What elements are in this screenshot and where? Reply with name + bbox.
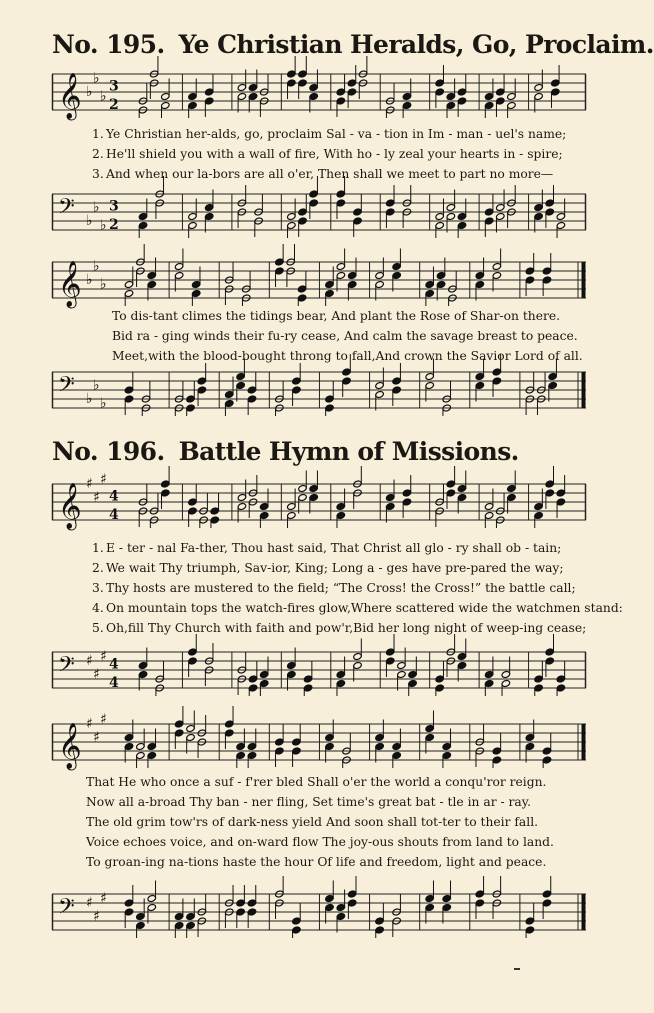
verse-line: The old grim tow'rs of dark-ness yield And soon shall tot-ter to their fall.: [86, 815, 539, 829]
hymn-196-verses-2: [86, 772, 554, 872]
flat-sign-icon: ♭: [93, 258, 100, 275]
flat-sign-icon: ♭: [100, 217, 107, 234]
treble-clef-icon: 𝄞: [58, 261, 82, 308]
verse-line: Bid ra - ging winds their fu-ry cease, And calm the savage breast to peace.: [112, 329, 578, 343]
hymn-195-treble-staff-2: [52, 258, 586, 308]
flat-sign-icon: ♭: [100, 395, 107, 412]
sharp-sign-icon: ♯: [86, 476, 93, 492]
sharp-sign-icon: ♯: [86, 653, 93, 669]
flat-sign-icon: ♭: [86, 84, 93, 100]
hymn-195-number: No. 195.: [52, 30, 165, 59]
hymn-195-name: Ye Christian Heralds, Go, Proclaim.: [178, 30, 654, 59]
page-mark: [514, 968, 520, 970]
time-signature-bottom: 2: [109, 217, 119, 234]
treble-clef-icon: 𝄞: [58, 723, 82, 770]
treble-clef-icon: 𝄞: [58, 73, 82, 120]
treble-clef-icon: 𝄞: [58, 483, 82, 530]
hymn-195-bass-staff-2: [52, 368, 586, 412]
bass-clef-icon: 𝄢: [58, 372, 75, 403]
sharp-sign-icon: ♯: [93, 729, 100, 746]
hymn-196-treble-staff-1: [52, 471, 586, 530]
hymn-195-verses-2: [112, 306, 583, 366]
sharp-sign-icon: ♯: [86, 895, 93, 911]
hymn-195-verses-1: [92, 124, 566, 184]
flat-sign-icon: ♭: [93, 377, 100, 394]
verse-line: To groan-ing na-tions haste the hour Of life and freedom, light and peace.: [86, 855, 547, 869]
time-signature-bottom: 4: [109, 507, 119, 524]
sharp-sign-icon: ♯: [100, 648, 107, 665]
verse-line: 1. Ye Christian her-alds, go, proclaim Sal - va - tion in Im - man - uel's name;: [92, 127, 567, 141]
verse-line: Now all a-broad Thy ban - ner fling, Set time's great bat - tle in ar - ray.: [86, 795, 531, 809]
hymn-195-treble-staff-1: [52, 70, 586, 120]
verse-line: To dis-tant climes the tidings bear, And plant the Rose of Shar-on there.: [112, 309, 561, 323]
flat-sign-icon: ♭: [86, 272, 93, 288]
verse-line: 1. E - ter - nal Fa-ther, Thou hast said, That Christ all glo - ry shall ob - tain;: [92, 541, 562, 555]
hymn-196-bass-staff-1: [52, 648, 586, 692]
time-signature-bottom: 2: [109, 97, 119, 114]
flat-sign-icon: ♭: [86, 391, 93, 407]
verse-line: Voice echoes voice, and on-ward flow The joy-ous shouts from land to land.: [86, 835, 554, 849]
hymn-196-title: [52, 437, 519, 466]
verse-line: 4. On mountain tops the watch-fires glow,Where scattered wide the watchmen stand:: [92, 601, 623, 615]
time-signature-top: 4: [109, 488, 119, 505]
hymn-195-bass-staff-1: [52, 190, 586, 234]
sharp-sign-icon: ♯: [100, 890, 107, 907]
hymn-196-verses-1: [92, 538, 623, 638]
hymn-195-title: [52, 30, 654, 59]
sharp-sign-icon: ♯: [93, 908, 100, 925]
bass-clef-icon: 𝄢: [58, 894, 75, 925]
bass-clef-icon: 𝄢: [58, 194, 75, 225]
time-signature-top: 3: [109, 78, 119, 95]
sharp-sign-icon: ♯: [93, 666, 100, 683]
time-signature-top: 3: [109, 198, 119, 215]
verse-line: Meet,with the blood-bought throng to fall,And crown the Savior Lord of all.: [112, 349, 583, 363]
flat-sign-icon: ♭: [93, 199, 100, 216]
flat-sign-icon: ♭: [86, 213, 93, 229]
sharp-sign-icon: ♯: [93, 489, 100, 506]
verse-line: That He who once a suf - f'rer bled Shall o'er the world a conqu'ror reign.: [86, 775, 547, 789]
flat-sign-icon: ♭: [100, 276, 107, 293]
sharp-sign-icon: ♯: [86, 716, 93, 732]
bass-clef-icon: 𝄢: [58, 652, 75, 683]
time-signature-top: 4: [109, 656, 119, 673]
hymn-196-treble-staff-2: [52, 711, 586, 770]
flat-sign-icon: ♭: [100, 88, 107, 105]
flat-sign-icon: ♭: [93, 70, 100, 87]
verse-line: 5. Oh,fill Thy Church with faith and pow'r,Bid her long night of weep-ing cease;: [92, 621, 587, 635]
time-signature-bottom: 4: [109, 675, 119, 692]
sharp-sign-icon: ♯: [100, 711, 107, 728]
verse-line: 2. He'll shield you with a wall of fire, With ho - ly zeal your hearts in - spire;: [92, 147, 563, 161]
hymn-196-bass-staff-2: [52, 890, 586, 934]
verse-line: 2. We wait Thy triumph, Sav-ior, King; Long a - ges have pre-pared the way;: [92, 561, 564, 575]
hymn-196-number: No. 196.: [52, 437, 165, 466]
hymn-196-name: Battle Hymn of Missions.: [178, 437, 519, 466]
verse-line: 3. Thy hosts are mustered to the field; “The Cross! the Cross!” the battle call;: [92, 581, 576, 595]
verse-line: 3. And when our la-bors are all o'er, Then shall we meet to part no more—: [92, 167, 554, 181]
sharp-sign-icon: ♯: [100, 471, 107, 488]
